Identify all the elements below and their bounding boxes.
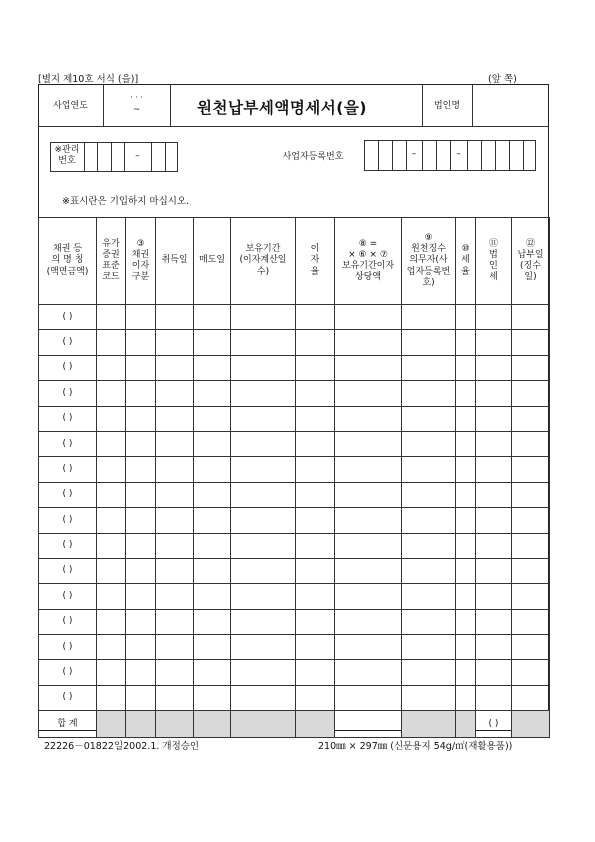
- divider: [392, 140, 393, 171]
- table-cell[interactable]: [402, 584, 456, 609]
- table-cell[interactable]: [456, 508, 476, 533]
- table-cell[interactable]: [97, 482, 126, 507]
- table-cell[interactable]: [402, 406, 456, 431]
- table-cell[interactable]: [512, 457, 550, 482]
- row-bond-name-cell[interactable]: ( ): [39, 406, 97, 431]
- table-cell[interactable]: [126, 482, 156, 507]
- table-cell[interactable]: [335, 635, 402, 660]
- table-cell[interactable]: [97, 660, 126, 685]
- table-cell[interactable]: [335, 558, 402, 583]
- divider: [495, 140, 496, 171]
- footer-approval: 22226－01822일2002.1. 개정승인: [44, 741, 200, 752]
- row-bond-name-cell[interactable]: ( ): [39, 508, 97, 533]
- table-row: [39, 406, 550, 431]
- table-cell[interactable]: [231, 685, 296, 710]
- table-row: [39, 609, 550, 634]
- shaded-cell: [456, 711, 476, 738]
- table-cell[interactable]: [296, 330, 335, 355]
- row-bond-name-cell[interactable]: ( ): [39, 609, 97, 634]
- table-cell[interactable]: [156, 330, 194, 355]
- table-cell[interactable]: [126, 558, 156, 583]
- table-row: [39, 533, 550, 558]
- divider: [151, 142, 152, 172]
- table-cell[interactable]: [97, 635, 126, 660]
- table-cell[interactable]: [512, 609, 550, 634]
- fiscal-year-label: 사업연도: [53, 101, 88, 111]
- table-cell[interactable]: [194, 330, 231, 355]
- table-cell[interactable]: [126, 355, 156, 380]
- table-cell[interactable]: [402, 558, 456, 583]
- table-cell[interactable]: [335, 685, 402, 710]
- table-cell[interactable]: [231, 482, 296, 507]
- table-cell[interactable]: [456, 635, 476, 660]
- table-cell[interactable]: [296, 406, 335, 431]
- table-cell[interactable]: [512, 635, 550, 660]
- table-cell[interactable]: [476, 330, 512, 355]
- table-cell[interactable]: [335, 355, 402, 380]
- table-cell[interactable]: [296, 533, 335, 558]
- row-bond-name-cell[interactable]: ( ): [39, 305, 97, 330]
- table-cell[interactable]: [231, 533, 296, 558]
- shaded-cell: [231, 711, 296, 738]
- table-cell[interactable]: [512, 584, 550, 609]
- table-cell[interactable]: [296, 482, 335, 507]
- table-cell[interactable]: [335, 584, 402, 609]
- col-header-interest-type: ③ 채권 이자 구분: [126, 218, 156, 305]
- table-cell[interactable]: [156, 685, 194, 710]
- table-cell[interactable]: [402, 482, 456, 507]
- table-cell[interactable]: [476, 635, 512, 660]
- divider: [422, 140, 423, 171]
- table-cell[interactable]: [126, 457, 156, 482]
- table-cell[interactable]: [97, 330, 126, 355]
- table-cell[interactable]: [126, 685, 156, 710]
- table-cell[interactable]: [335, 533, 402, 558]
- table-cell[interactable]: [156, 558, 194, 583]
- table-cell[interactable]: [231, 330, 296, 355]
- table-row: [39, 685, 550, 710]
- table-cell[interactable]: [126, 381, 156, 406]
- row-bond-name-cell[interactable]: ( ): [39, 660, 97, 685]
- table-cell[interactable]: [476, 457, 512, 482]
- table-cell[interactable]: [456, 381, 476, 406]
- table-cell[interactable]: [402, 508, 456, 533]
- table-cell[interactable]: [126, 431, 156, 456]
- table-cell[interactable]: [456, 660, 476, 685]
- table-row: [39, 330, 550, 355]
- table-cell[interactable]: [512, 660, 550, 685]
- table-cell[interactable]: [156, 533, 194, 558]
- total-row: [39, 711, 550, 738]
- table-cell[interactable]: [476, 685, 512, 710]
- table-cell[interactable]: [194, 584, 231, 609]
- divider: [84, 142, 85, 172]
- table-cell[interactable]: [296, 381, 335, 406]
- table-cell[interactable]: [402, 660, 456, 685]
- corp-name-label: 법인명: [433, 101, 461, 111]
- table-cell[interactable]: [97, 431, 126, 456]
- table-cell[interactable]: [456, 609, 476, 634]
- col-header-interest-rate: 이 자 율: [296, 218, 335, 305]
- table-cell[interactable]: [194, 660, 231, 685]
- row-bond-name-cell[interactable]: ( ): [39, 355, 97, 380]
- table-cell[interactable]: [126, 406, 156, 431]
- table-cell[interactable]: [97, 381, 126, 406]
- table-cell[interactable]: [296, 635, 335, 660]
- table-cell[interactable]: [126, 330, 156, 355]
- table-cell[interactable]: [335, 381, 402, 406]
- table-cell[interactable]: [456, 558, 476, 583]
- table-cell[interactable]: [335, 330, 402, 355]
- table-row: [39, 305, 550, 330]
- table-cell[interactable]: [296, 305, 335, 330]
- dash: –: [135, 151, 140, 161]
- shaded-cell: [97, 711, 126, 738]
- table-cell[interactable]: [456, 685, 476, 710]
- shaded-cell: [296, 711, 335, 738]
- table-cell[interactable]: [402, 431, 456, 456]
- table-cell[interactable]: [456, 355, 476, 380]
- table-row: [39, 457, 550, 482]
- shaded-cell: [126, 711, 156, 738]
- table-cell[interactable]: [296, 685, 335, 710]
- divider: [111, 142, 112, 172]
- management-number-label: ※관리 번호: [54, 145, 80, 167]
- fiscal-year-tilde: ~: [132, 105, 141, 115]
- table-cell[interactable]: [97, 609, 126, 634]
- table-cell[interactable]: [194, 431, 231, 456]
- table-cell[interactable]: [156, 305, 194, 330]
- total-corporate-tax-cell[interactable]: ( ): [476, 711, 512, 738]
- table-cell[interactable]: [97, 558, 126, 583]
- table-cell[interactable]: [194, 406, 231, 431]
- table-cell[interactable]: [231, 508, 296, 533]
- table-cell[interactable]: [97, 305, 126, 330]
- table-cell[interactable]: [512, 381, 550, 406]
- divider: [38, 126, 549, 127]
- table-cell[interactable]: [296, 584, 335, 609]
- page-side-label: (앞 쪽): [488, 74, 517, 85]
- table-cell[interactable]: [476, 355, 512, 380]
- table-cell[interactable]: [476, 584, 512, 609]
- table-cell[interactable]: [194, 635, 231, 660]
- row-bond-name-cell[interactable]: ( ): [39, 330, 97, 355]
- table-cell[interactable]: [456, 406, 476, 431]
- table-cell[interactable]: [296, 457, 335, 482]
- table-row: [39, 584, 550, 609]
- table-row: [39, 355, 550, 380]
- table-cell[interactable]: [97, 533, 126, 558]
- table-cell[interactable]: [194, 508, 231, 533]
- table-cell[interactable]: [402, 355, 456, 380]
- col-header-payment-date: ⑫ 납부일 (징수 일): [512, 218, 550, 305]
- table-cell[interactable]: [456, 330, 476, 355]
- table-cell[interactable]: [456, 584, 476, 609]
- dash: –: [456, 149, 461, 159]
- row-bond-name-cell[interactable]: ( ): [39, 685, 97, 710]
- table-cell[interactable]: [476, 558, 512, 583]
- table-cell[interactable]: [231, 609, 296, 634]
- table-cell[interactable]: [476, 482, 512, 507]
- divider: [481, 140, 482, 171]
- table-row: [39, 558, 550, 583]
- table-cell[interactable]: [512, 406, 550, 431]
- table-cell[interactable]: [512, 305, 550, 330]
- table-cell[interactable]: [335, 305, 402, 330]
- divider: [97, 142, 98, 172]
- row-bond-name-cell[interactable]: ( ): [39, 558, 97, 583]
- divider: [523, 140, 524, 171]
- table-cell[interactable]: [512, 330, 550, 355]
- fiscal-year-dots: · · ·: [130, 93, 143, 102]
- table-header-row: [39, 218, 550, 305]
- table-cell[interactable]: [402, 685, 456, 710]
- table-cell[interactable]: [194, 558, 231, 583]
- table-cell[interactable]: [335, 508, 402, 533]
- table-row: [39, 482, 550, 507]
- table-cell[interactable]: [97, 406, 126, 431]
- table-cell[interactable]: [156, 584, 194, 609]
- table-cell[interactable]: [156, 482, 194, 507]
- table-cell[interactable]: [231, 305, 296, 330]
- table-cell[interactable]: [194, 457, 231, 482]
- table-cell[interactable]: [335, 482, 402, 507]
- table-cell[interactable]: [296, 558, 335, 583]
- shaded-cell: [156, 711, 194, 738]
- table-cell[interactable]: [97, 584, 126, 609]
- table-cell[interactable]: [126, 584, 156, 609]
- table-cell[interactable]: [512, 685, 550, 710]
- divider: [509, 140, 510, 171]
- table-cell[interactable]: [231, 584, 296, 609]
- table-cell[interactable]: [231, 431, 296, 456]
- table-cell[interactable]: [126, 660, 156, 685]
- table-row: [39, 431, 550, 456]
- col-header-acquisition-date: 취득일: [156, 218, 194, 305]
- col-header-bond-name: 채권 등 의 명 칭 (액면금액): [39, 218, 97, 305]
- dash: –: [411, 149, 417, 159]
- table-cell[interactable]: [156, 508, 194, 533]
- table-cell[interactable]: [296, 609, 335, 634]
- table-cell[interactable]: [512, 558, 550, 583]
- table-cell[interactable]: [456, 305, 476, 330]
- form-number: [별지 제10호 서식 (을)]: [38, 74, 139, 85]
- table-cell[interactable]: [231, 457, 296, 482]
- form-title: 원천납부세액명세서(을): [197, 99, 367, 117]
- table-cell[interactable]: [156, 355, 194, 380]
- row-bond-name-cell[interactable]: ( ): [39, 482, 97, 507]
- total-label: 합 계: [39, 711, 97, 738]
- table-cell[interactable]: [402, 533, 456, 558]
- table-cell[interactable]: [194, 533, 231, 558]
- table-cell[interactable]: [402, 330, 456, 355]
- table-row: [39, 508, 550, 533]
- table-cell[interactable]: [231, 355, 296, 380]
- table-cell[interactable]: [156, 406, 194, 431]
- table-cell[interactable]: [335, 457, 402, 482]
- table-cell[interactable]: [476, 431, 512, 456]
- table-cell[interactable]: [126, 533, 156, 558]
- table-cell[interactable]: [194, 685, 231, 710]
- note-text: ※표시란은 기입하지 마십시오.: [62, 196, 190, 207]
- table-cell[interactable]: [156, 609, 194, 634]
- table-cell[interactable]: [476, 609, 512, 634]
- table-cell[interactable]: [126, 635, 156, 660]
- table-cell[interactable]: [156, 660, 194, 685]
- table-cell[interactable]: [476, 533, 512, 558]
- table-cell[interactable]: [476, 406, 512, 431]
- table-cell[interactable]: [156, 635, 194, 660]
- table-cell[interactable]: [296, 508, 335, 533]
- footer-paper-spec: 210㎜ × 297㎜ (신문용지 54g/㎡(재활용품)): [318, 741, 513, 752]
- row-bond-name-cell[interactable]: ( ): [39, 381, 97, 406]
- row-bond-name-cell[interactable]: ( ): [39, 431, 97, 456]
- table-cell[interactable]: [335, 609, 402, 634]
- table-cell[interactable]: [97, 685, 126, 710]
- row-bond-name-cell[interactable]: ( ): [39, 635, 97, 660]
- table-cell[interactable]: [512, 533, 550, 558]
- table-row: [39, 635, 550, 660]
- shaded-cell: [512, 711, 550, 738]
- table-cell[interactable]: [512, 355, 550, 380]
- table-cell[interactable]: [194, 355, 231, 380]
- table-cell[interactable]: [97, 355, 126, 380]
- table-cell[interactable]: [476, 305, 512, 330]
- table-cell[interactable]: [156, 457, 194, 482]
- table-cell[interactable]: [97, 457, 126, 482]
- table-cell[interactable]: [512, 431, 550, 456]
- table-cell[interactable]: [456, 482, 476, 507]
- col-header-holding-interest: ⑧ = × ⑥ × ⑦ 보유기간이자 상당액: [335, 218, 402, 305]
- table-cell[interactable]: [126, 305, 156, 330]
- divider: [467, 140, 468, 171]
- business-reg-number-label: 사업자등록번호: [282, 152, 344, 162]
- table-cell[interactable]: [231, 381, 296, 406]
- shaded-cell: [402, 711, 456, 738]
- table-cell[interactable]: [476, 381, 512, 406]
- table-cell[interactable]: [156, 431, 194, 456]
- table-cell[interactable]: [231, 635, 296, 660]
- table-cell[interactable]: [476, 660, 512, 685]
- table-cell[interactable]: [512, 482, 550, 507]
- col-header-standard-code: 유가 증권 표준 코드: [97, 218, 126, 305]
- table-cell[interactable]: [456, 457, 476, 482]
- table-cell[interactable]: [402, 305, 456, 330]
- table-cell[interactable]: [456, 431, 476, 456]
- table-cell[interactable]: [97, 508, 126, 533]
- table-cell[interactable]: [402, 635, 456, 660]
- table-cell[interactable]: [231, 660, 296, 685]
- table-cell[interactable]: [194, 482, 231, 507]
- row-bond-name-cell[interactable]: ( ): [39, 533, 97, 558]
- table-cell[interactable]: [194, 381, 231, 406]
- table-row: [39, 660, 550, 685]
- col-header-holding-period: 보유기간 (이자계산일 수): [231, 218, 296, 305]
- table-cell[interactable]: [476, 508, 512, 533]
- table-cell[interactable]: [126, 609, 156, 634]
- table-cell[interactable]: [296, 660, 335, 685]
- col-header-tax-rate: ⑩ 세 율: [456, 218, 476, 305]
- shaded-cell: [194, 711, 231, 738]
- table-cell[interactable]: [231, 406, 296, 431]
- table-cell[interactable]: [335, 431, 402, 456]
- divider: [436, 140, 437, 171]
- table-cell[interactable]: [156, 381, 194, 406]
- table-cell[interactable]: [296, 355, 335, 380]
- row-bond-name-cell[interactable]: ( ): [39, 457, 97, 482]
- table-cell[interactable]: [194, 609, 231, 634]
- col-header-sale-date: 매도일: [194, 218, 231, 305]
- table-cell[interactable]: [456, 533, 476, 558]
- corp-name-field[interactable]: [472, 84, 549, 126]
- row-bond-name-cell[interactable]: ( ): [39, 584, 97, 609]
- divider: [378, 140, 379, 171]
- table-cell[interactable]: [231, 558, 296, 583]
- table-cell[interactable]: [402, 457, 456, 482]
- col-header-withholding-agent: ⑨ 원천징수 의무자(사 업자등록번 호): [402, 218, 456, 305]
- table-row: [39, 381, 550, 406]
- divider: [165, 142, 166, 172]
- divider: [170, 84, 171, 126]
- table-cell[interactable]: [335, 660, 402, 685]
- table-cell[interactable]: [512, 508, 550, 533]
- table-cell[interactable]: [126, 508, 156, 533]
- interest-table: [38, 217, 550, 738]
- table-cell[interactable]: [296, 431, 335, 456]
- col-header-corporate-tax: ⑪ 법 인 세: [476, 218, 512, 305]
- table-cell[interactable]: [402, 381, 456, 406]
- table-cell[interactable]: [194, 305, 231, 330]
- table-cell[interactable]: [402, 609, 456, 634]
- total-holding-interest-cell[interactable]: [335, 711, 402, 738]
- table-cell[interactable]: [335, 406, 402, 431]
